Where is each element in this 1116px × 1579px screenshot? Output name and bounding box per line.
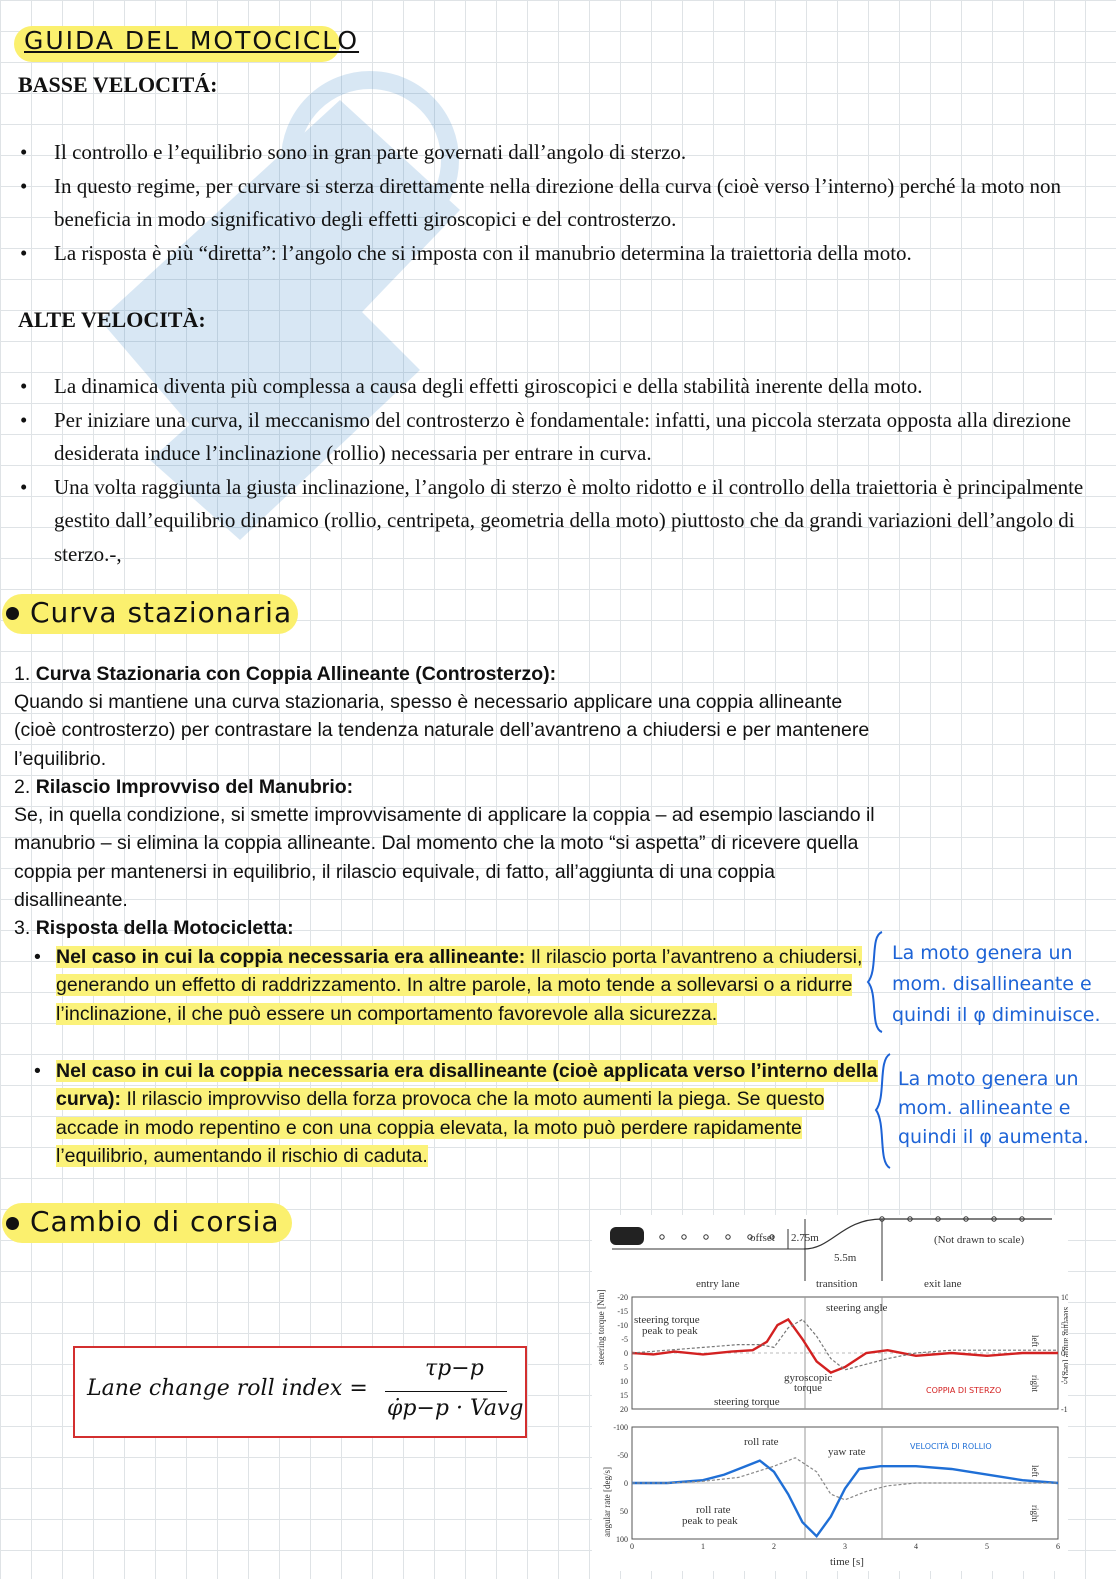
- annotation: steering torque: [714, 1396, 780, 1408]
- annotation-blue: VELOCITÀ DI ROLLIO: [910, 1442, 992, 1451]
- item-title: Rilascio Improvviso del Manubrio:: [35, 776, 354, 798]
- annotation-red: COPPIA DI STERZO: [926, 1386, 1002, 1395]
- annotation: roll rate: [696, 1504, 731, 1516]
- formula-fraction-line: [385, 1391, 507, 1392]
- section-heading-alte: ALTE VELOCITÀ:: [18, 307, 206, 332]
- y-tick-label: 50: [620, 1507, 628, 1516]
- side-label: left: [1030, 1465, 1040, 1477]
- cone-marker: [660, 1235, 664, 1239]
- offset-label: offset: [750, 1232, 775, 1244]
- brace-icon: [864, 930, 886, 1034]
- y-tick-label: 100: [616, 1535, 628, 1544]
- bullet-list-alte: [18, 370, 1100, 571]
- x-tick-label: 5: [985, 1542, 989, 1551]
- annotation: peak to peak: [682, 1515, 738, 1527]
- series-line-1: [632, 1458, 1058, 1500]
- x-tick-label: 0: [630, 1542, 634, 1551]
- y-tick-label: 10: [620, 1377, 628, 1386]
- bullet-dot-icon: [6, 1217, 19, 1230]
- curva-item-2-heading: [14, 773, 894, 801]
- list-item: • In questo regime, per curvare si sterza direttamente nella direzione della curva (cioè verso l’interno) perché la moto non beneficia in modo significativo degli effetti giroscopici e del controsterzo.: [18, 170, 1078, 237]
- cone-marker: [704, 1235, 708, 1239]
- item-number: 1.: [14, 663, 31, 685]
- dist2-label: 5.5m: [834, 1252, 857, 1264]
- curva-item-3-heading: [14, 914, 894, 942]
- handwritten-note-1: La moto genera un mom. disallineante e quindi il φ diminuisce.: [892, 942, 1101, 1026]
- y-axis-label: steering torque [Nm]: [596, 1289, 606, 1365]
- curva-item-1-text: Quando si mantiene una curva stazionaria, spesso è necessario applicare una coppia allineante (cioè controsterzo) per contrastare la tendenza naturale dell’avantreno a chiudersi e per mantenere l’equilibrio.: [14, 691, 870, 770]
- list-item: • Una volta raggiunta la giusta inclinazione, l’angolo di sterzo è molto ridotto e il controllo della traiettoria è principalmente gestito dall’equilibrio dinamico (rollio, centripeta, geometria della moto) piuttosto che da grandi variazioni dell’angolo di sterzo.-,: [18, 471, 1100, 572]
- x-tick-label: 1: [701, 1542, 705, 1551]
- side-label: right: [1030, 1505, 1040, 1522]
- annotation: yaw rate: [828, 1446, 866, 1458]
- y-tick-label: -20: [617, 1293, 628, 1302]
- bullet-dot-icon: [6, 607, 19, 620]
- y-tick-label: -5: [1061, 1377, 1068, 1386]
- note-label: (Not drawn to scale): [934, 1234, 1025, 1246]
- annotation: steering torque: [634, 1314, 700, 1326]
- curva-title: Curva stazionaria: [30, 596, 293, 629]
- lane-label: transition: [816, 1278, 858, 1290]
- x-tick-label: 6: [1056, 1542, 1060, 1551]
- y-tick-label: -15: [617, 1307, 628, 1316]
- y-tick-label: -50: [617, 1451, 628, 1460]
- y-tick-label: 5: [624, 1363, 628, 1372]
- sub1-text: Il rilascio porta l’avantreno a chiudersi, generando un effetto di raddrizzamento. In altre parole, la moto tende a sollevarsi o a ridurre l’inclinazione, il che può essere un comportamento favorevole alla sicurezza.: [56, 946, 863, 1025]
- section-heading-basse: BASSE VELOCITÁ:: [18, 72, 218, 97]
- cambio-title: Cambio di corsia: [30, 1205, 280, 1238]
- curva-item-1-heading: [14, 660, 894, 688]
- page-title: GUIDA DEL MOTOCICLO: [24, 26, 360, 55]
- y-tick-label: -100: [613, 1423, 628, 1432]
- formula-denominator: φ̇p−p · Vavg: [387, 1396, 524, 1421]
- x-tick-label: 2: [772, 1542, 776, 1551]
- y-axis-label: steering angle [deg]: [1062, 1307, 1068, 1379]
- handwritten-note-2: La moto genera un mom. allineante e quindi il φ aumenta.: [898, 1068, 1090, 1148]
- y-tick-label: 0: [624, 1479, 628, 1488]
- annotation: roll rate: [744, 1436, 779, 1448]
- lane-label: entry lane: [696, 1278, 740, 1290]
- annotation: torque: [794, 1382, 823, 1394]
- annotation: gyroscopic: [784, 1372, 833, 1384]
- curva-sub-bullet-2: • Nel caso in cui la coppia necessaria era disallineante (cioè applicata verso l’interno della curva): Il rilascio improvviso della forza provoca che la moto aumenti la piega. Se questo accade in modo repentino e con una coppia elevata, la moto può perdere rapidamente l’equilibrio, aumentando il rischio di caduta.: [34, 1060, 878, 1168]
- formula-lhs: Lane change roll index =: [87, 1376, 368, 1401]
- bullet-list-basse: [18, 136, 1078, 270]
- sub1-bold: Nel caso in cui la coppia necessaria era allineante:: [56, 946, 526, 968]
- sub2-text: Il rilascio improvviso della forza provoca che la moto aumenti la piega. Se questo accade in modo repentino e con una coppia elevata, la moto può perdere rapidamente l’equilibrio, aumentando il rischio di caduta.: [56, 1088, 825, 1168]
- y-tick-label: 15: [620, 1391, 628, 1400]
- annotation: steering angle: [826, 1302, 888, 1314]
- item-number: 3.: [14, 917, 31, 939]
- lane-label: exit lane: [924, 1278, 962, 1290]
- x-tick-label: 3: [843, 1542, 847, 1551]
- y-tick-label: 0: [1061, 1349, 1065, 1358]
- y-tick-label: 10: [1061, 1293, 1068, 1302]
- motorcycle-icon: [610, 1227, 644, 1245]
- curva-sub-bullet-1: • Nel caso in cui la coppia necessaria era allineante: Il rilascio porta l’avantreno a chiudersi, generando un effetto di raddrizzamento. In altre parole, la moto tende a sollevarsi o a ridurre l’inclinazione, il che può essere un comportamento favorevole alla sicurezza.: [34, 946, 863, 1025]
- chart-svg: [592, 1215, 1068, 1571]
- y-tick-label: -1: [1061, 1405, 1068, 1414]
- formula-numerator: τp−p: [425, 1356, 484, 1381]
- lane-change-formula: [73, 1346, 527, 1438]
- list-item: • La dinamica diventa più complessa a causa degli effetti giroscopici e della stabilità inerente della moto.: [18, 370, 1100, 404]
- dist1-label: 2.75m: [791, 1232, 819, 1244]
- x-axis-label: time [s]: [830, 1556, 864, 1568]
- item-title: Curva Stazionaria con Coppia Allineante (Controsterzo):: [35, 663, 557, 685]
- y-tick-label: -5: [621, 1335, 628, 1344]
- y-tick-label: -10: [617, 1321, 628, 1330]
- list-item: • Il controllo e l’equilibrio sono in gran parte governati dall’angolo di sterzo.: [18, 136, 1078, 170]
- item-number: 2.: [14, 776, 31, 798]
- brace-icon: [872, 1052, 894, 1170]
- list-item: • Per iniziare una curva, il meccanismo del controsterzo è fondamentale: infatti, una piccola sterzata opposta alla direzione desiderata induce l’inclinazione (rollio) necessaria per entrare in curva.: [18, 404, 1100, 471]
- y-tick-label: 0: [624, 1349, 628, 1358]
- curva-item-2-text: Se, in quella condizione, si smette improvvisamente di applicare la coppia – ad esempio lasciando il manubrio – si elimina la coppia allineante. Dal momento che la moto “si aspetta” di ricevere quella coppia per mantenersi in equilibrio, il rilascio equivale, di fatto, all’aggiunta di una coppia disallineante.: [14, 804, 875, 912]
- cone-marker: [726, 1235, 730, 1239]
- list-item: • La risposta è più “diretta”: l’angolo che si imposta con il manubrio determina la traiettoria della moto.: [18, 237, 1078, 271]
- item-title: Risposta della Motocicletta:: [35, 917, 294, 939]
- sub2-bold: Nel caso in cui la coppia necessaria era disallineante (cioè applicata verso l’interno della curva):: [56, 1060, 878, 1111]
- side-label: left: [1030, 1335, 1040, 1347]
- cone-marker: [682, 1235, 686, 1239]
- side-label: right: [1030, 1375, 1040, 1392]
- x-tick-label: 4: [914, 1542, 918, 1551]
- y-tick-label: 5: [1061, 1321, 1065, 1330]
- y-tick-label: 20: [620, 1405, 628, 1414]
- annotation: peak to peak: [642, 1325, 698, 1337]
- y-axis-label: angular rate [deg/s]: [602, 1467, 612, 1537]
- lane-change-chart: [592, 1215, 1068, 1571]
